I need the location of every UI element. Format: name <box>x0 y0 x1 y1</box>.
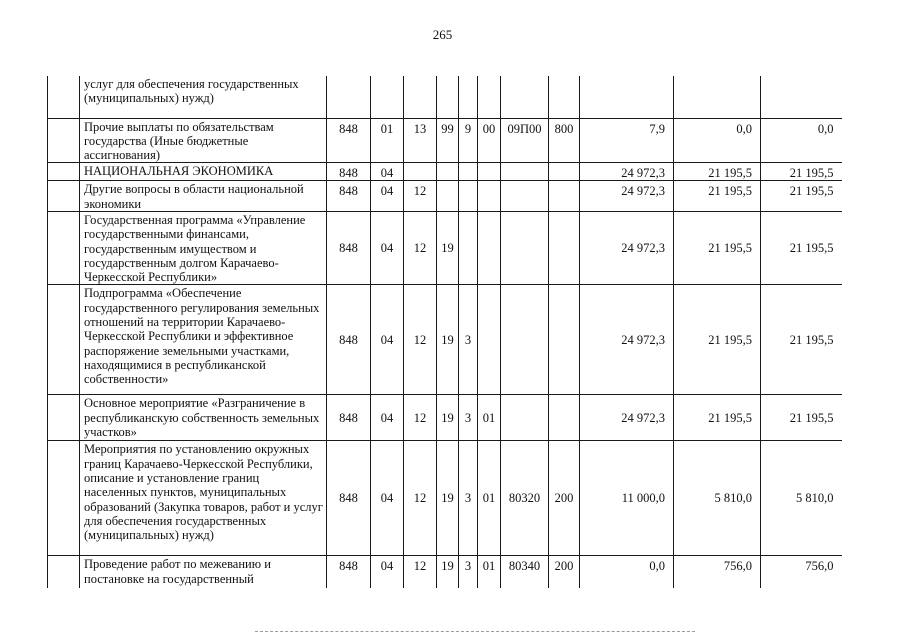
amount-year-2: 21 195,5 <box>674 395 761 441</box>
row-name: Прочие выплаты по обязательствам государства (Иные бюджетные ассигнования) <box>80 118 327 163</box>
ved-code <box>327 76 371 118</box>
amount-year-2 <box>674 76 761 118</box>
amount-year-2: 0,0 <box>674 118 761 163</box>
section-code: 04 <box>371 285 404 395</box>
target-code-program: 19 <box>437 285 459 395</box>
table-row <box>48 285 842 395</box>
target-code-direction: 80340 <box>501 556 549 588</box>
subsection-code <box>404 163 437 181</box>
target-code-program <box>437 181 459 212</box>
target-code-direction <box>501 395 549 441</box>
ved-code: 848 <box>327 163 371 181</box>
target-code-activity <box>478 181 501 212</box>
amount-year-3: 21 195,5 <box>761 395 842 441</box>
row-margin-cell <box>48 163 80 181</box>
section-code: 04 <box>371 181 404 212</box>
amount-year-2: 21 195,5 <box>674 285 761 395</box>
row-name: Подпрограмма «Обеспечение государственного регулирования земельных отношений на территории Карачаево-Черкесской Республики и эффективное распоряжение земельными участками, находящимися в республиканской собственности» <box>80 285 327 395</box>
target-code-direction <box>501 285 549 395</box>
subsection-code: 12 <box>404 441 437 556</box>
target-code-program <box>437 163 459 181</box>
amount-year-3: 5 810,0 <box>761 441 842 556</box>
target-code-subprogram: 3 <box>459 556 478 588</box>
amount-year-3: 21 195,5 <box>761 163 842 181</box>
subsection-code: 12 <box>404 211 437 284</box>
ved-code: 848 <box>327 395 371 441</box>
target-code-activity <box>478 211 501 284</box>
amount-year-3: 21 195,5 <box>761 211 842 284</box>
target-code-activity <box>478 76 501 118</box>
expense-type-code <box>549 76 580 118</box>
table-row <box>48 441 842 556</box>
budget-table <box>47 76 842 588</box>
target-code-activity <box>478 285 501 395</box>
table-row <box>48 118 842 163</box>
target-code-direction: 09П00 <box>501 118 549 163</box>
table-row <box>48 76 842 118</box>
target-code-program <box>437 76 459 118</box>
target-code-activity: 01 <box>478 395 501 441</box>
target-code-activity <box>478 163 501 181</box>
target-code-subprogram <box>459 181 478 212</box>
target-code-direction <box>501 211 549 284</box>
target-code-program: 19 <box>437 211 459 284</box>
section-code: 04 <box>371 395 404 441</box>
target-code-program: 19 <box>437 556 459 588</box>
amount-year-3 <box>761 76 842 118</box>
row-margin-cell <box>48 441 80 556</box>
target-code-subprogram: 3 <box>459 285 478 395</box>
row-margin-cell <box>48 556 80 588</box>
target-code-activity: 00 <box>478 118 501 163</box>
amount-year-3: 0,0 <box>761 118 842 163</box>
ved-code: 848 <box>327 181 371 212</box>
amount-year-1 <box>580 76 674 118</box>
table-row <box>48 181 842 212</box>
row-name: Проведение работ по межеванию и постановке на государственный <box>80 556 327 588</box>
subsection-code: 12 <box>404 181 437 212</box>
target-code-subprogram: 3 <box>459 441 478 556</box>
row-margin-cell <box>48 395 80 441</box>
subsection-code <box>404 76 437 118</box>
amount-year-2: 5 810,0 <box>674 441 761 556</box>
target-code-subprogram: 3 <box>459 395 478 441</box>
expense-type-code <box>549 285 580 395</box>
ved-code: 848 <box>327 211 371 284</box>
row-name: Другие вопросы в области национальной экономики <box>80 181 327 212</box>
amount-year-2: 21 195,5 <box>674 163 761 181</box>
target-code-program: 99 <box>437 118 459 163</box>
row-name: Мероприятия по установлению окружных границ Карачаево-Черкесской Республики, описание и установление границ населенных пунктов, муниципальных образований (Закупка товаров, работ и услуг для обеспечения государственных (муниципальных) нужд) <box>80 441 327 556</box>
section-code: 04 <box>371 163 404 181</box>
target-code-direction <box>501 163 549 181</box>
section-code: 01 <box>371 118 404 163</box>
amount-year-2: 21 195,5 <box>674 181 761 212</box>
ved-code: 848 <box>327 441 371 556</box>
amount-year-1: 24 972,3 <box>580 285 674 395</box>
section-code: 04 <box>371 556 404 588</box>
target-code-direction: 80320 <box>501 441 549 556</box>
table-row <box>48 556 842 588</box>
amount-year-1: 24 972,3 <box>580 395 674 441</box>
section-code <box>371 76 404 118</box>
amount-year-2: 21 195,5 <box>674 211 761 284</box>
row-margin-cell <box>48 181 80 212</box>
section-code: 04 <box>371 441 404 556</box>
row-margin-cell <box>48 285 80 395</box>
expense-type-code: 200 <box>549 556 580 588</box>
target-code-subprogram <box>459 76 478 118</box>
section-code: 04 <box>371 211 404 284</box>
subsection-code: 12 <box>404 285 437 395</box>
table-row <box>48 163 842 181</box>
expense-type-code <box>549 181 580 212</box>
amount-year-3: 21 195,5 <box>761 285 842 395</box>
ved-code: 848 <box>327 285 371 395</box>
expense-type-code: 800 <box>549 118 580 163</box>
target-code-subprogram <box>459 163 478 181</box>
target-code-subprogram: 9 <box>459 118 478 163</box>
row-name: Основное мероприятие «Разграничение в республиканскую собственность земельных участков» <box>80 395 327 441</box>
target-code-direction <box>501 76 549 118</box>
expense-type-code: 200 <box>549 441 580 556</box>
row-name: Государственная программа «Управление государственными финансами, государственным имуществом и государственным долгом Карачаево-Черкесской Республики» <box>80 211 327 284</box>
target-code-subprogram <box>459 211 478 284</box>
amount-year-1: 0,0 <box>580 556 674 588</box>
amount-year-2: 756,0 <box>674 556 761 588</box>
ved-code: 848 <box>327 556 371 588</box>
table-row <box>48 211 842 284</box>
target-code-program: 19 <box>437 395 459 441</box>
target-code-direction <box>501 181 549 212</box>
amount-year-1: 7,9 <box>580 118 674 163</box>
expense-type-code <box>549 395 580 441</box>
row-margin-cell <box>48 118 80 163</box>
amount-year-3: 756,0 <box>761 556 842 588</box>
target-code-activity: 01 <box>478 441 501 556</box>
row-margin-cell <box>48 211 80 284</box>
subsection-code: 12 <box>404 556 437 588</box>
amount-year-1: 24 972,3 <box>580 211 674 284</box>
target-code-program: 19 <box>437 441 459 556</box>
row-name: НАЦИОНАЛЬНАЯ ЭКОНОМИКА <box>80 163 327 181</box>
amount-year-1: 11 000,0 <box>580 441 674 556</box>
expense-type-code <box>549 163 580 181</box>
amount-year-3: 21 195,5 <box>761 181 842 212</box>
subsection-code: 12 <box>404 395 437 441</box>
subsection-code: 13 <box>404 118 437 163</box>
page-number: 265 <box>432 27 453 42</box>
table-row <box>48 395 842 441</box>
target-code-activity: 01 <box>478 556 501 588</box>
row-name: услуг для обеспечения государственных (муниципальных) нужд) <box>80 76 327 118</box>
amount-year-1: 24 972,3 <box>580 163 674 181</box>
expense-type-code <box>549 211 580 284</box>
amount-year-1: 24 972,3 <box>580 181 674 212</box>
row-margin-cell <box>48 76 80 118</box>
ved-code: 848 <box>327 118 371 163</box>
page-bottom-rule <box>255 631 695 632</box>
